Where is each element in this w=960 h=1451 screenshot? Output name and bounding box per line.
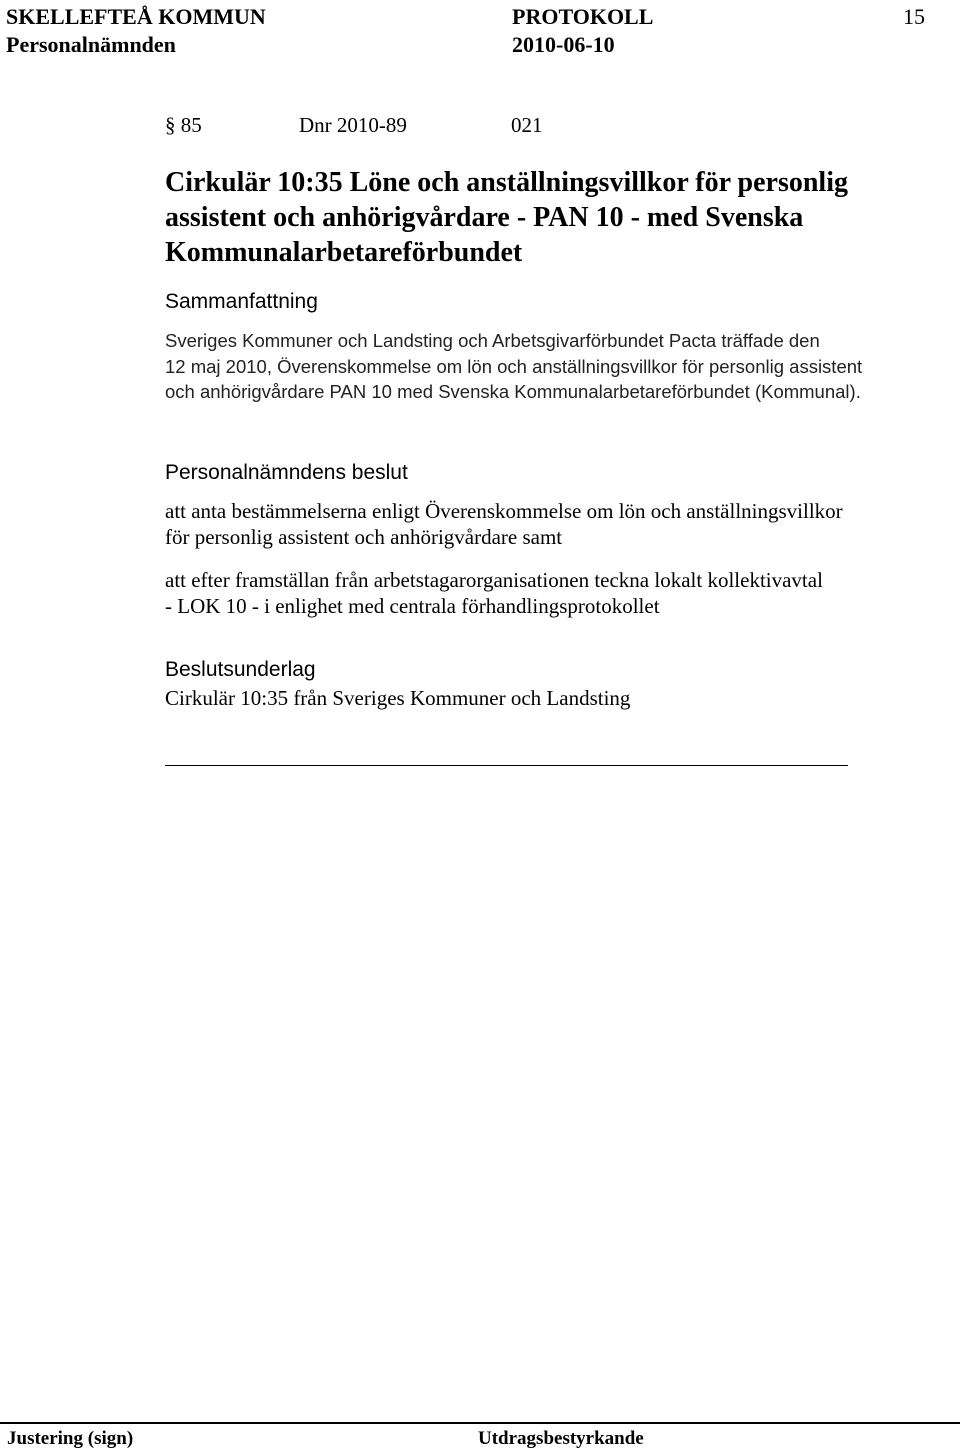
document-date: 2010-06-10	[512, 32, 615, 57]
decision-paragraph	[165, 567, 945, 619]
basis-text	[165, 685, 945, 711]
text-line: och anhörigvårdare PAN 10 med Svenska Kommunalarbetareförbundet (Kommunal).	[165, 381, 861, 402]
document-type: PROTOKOLL	[512, 4, 654, 29]
footer-utdrag-label: Utdragsbestyrkande	[478, 1428, 644, 1449]
title-line: assistent och anhörigvårdare - PAN 10 - med Svenska	[165, 202, 804, 233]
basis-heading: Beslutsunderlag	[165, 658, 316, 681]
registration-number: Dnr 2010-89	[299, 113, 407, 137]
organization-name: SKELLEFTEÅ KOMMUN	[6, 4, 266, 29]
decision-heading: Personalnämndens beslut	[165, 461, 408, 484]
text-line: att anta bestämmelserna enligt Överenskommelse om lön och anställningsvillkor	[165, 499, 843, 523]
summary-heading: Sammanfattning	[165, 290, 318, 313]
text-line: - LOK 10 - i enlighet med centrala förhandlingsprotokollet	[165, 594, 660, 618]
text-line: Sveriges Kommuner och Landsting och Arbetsgivarförbundet Pacta träffade den	[165, 330, 820, 351]
paragraph-number: § 85	[165, 113, 202, 137]
footer-divider	[0, 1422, 960, 1424]
title-line: Cirkulär 10:35 Löne och anställningsvillkor för personlig	[165, 167, 848, 198]
title-line: Kommunalarbetareförbundet	[165, 237, 523, 268]
signature-line	[165, 765, 848, 766]
page-title	[165, 165, 925, 270]
footer-justering-label: Justering (sign)	[7, 1428, 134, 1449]
department-name: Personalnämnden	[6, 32, 176, 57]
text-line: Cirkulär 10:35 från Sveriges Kommuner och Landsting	[165, 686, 631, 710]
summary-text	[165, 328, 945, 405]
text-line: för personlig assistent och anhörigvårdare samt	[165, 525, 563, 549]
page-number: 15	[903, 4, 925, 29]
text-line: att efter framställan från arbetstagarorganisationen teckna lokalt kollektivavtal	[165, 568, 823, 592]
classification-code: 021	[511, 113, 543, 137]
decision-paragraph	[165, 498, 945, 550]
text-line: 12 maj 2010, Överenskommelse om lön och anställningsvillkor för personlig assistent	[165, 355, 863, 377]
